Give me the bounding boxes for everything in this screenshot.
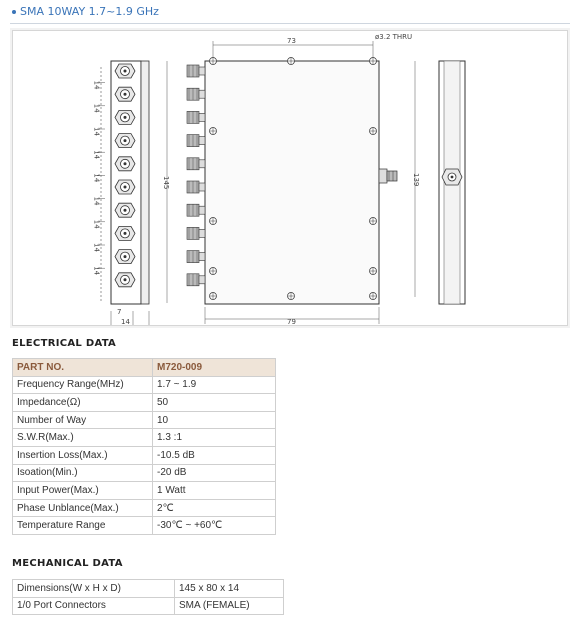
table-row — [13, 376, 276, 394]
front-connector — [187, 204, 205, 216]
table-row — [13, 499, 276, 517]
mount-hole — [370, 58, 377, 65]
title-divider — [10, 23, 570, 24]
mechanical-heading: MECHANICAL DATA — [12, 558, 123, 569]
side-connector — [115, 110, 135, 124]
table-row — [13, 482, 276, 500]
side-connector — [115, 273, 135, 287]
pitch-dim: 14 — [92, 150, 101, 160]
table-row — [13, 446, 276, 464]
front-connector — [187, 227, 205, 239]
row-value: 145 x 80 x 14 — [175, 580, 284, 598]
hole-dim: ø3.2 THRU — [375, 33, 413, 41]
row-label: Dimensions(W x H x D) — [13, 580, 175, 598]
row-value: -20 dB — [153, 464, 276, 482]
side-connector — [115, 203, 135, 217]
table-row — [13, 394, 276, 412]
pitch-dim: 14 — [92, 266, 101, 276]
mount-hole — [370, 128, 377, 135]
row-value: 1.7 ~ 1.9 — [153, 376, 276, 394]
front-view — [162, 33, 420, 325]
row-value: 1 Watt — [153, 482, 276, 500]
row-value: 2℃ — [153, 499, 276, 517]
pitch-dim: 14 — [92, 127, 101, 136]
front-connector — [187, 158, 205, 170]
electrical-table — [12, 358, 276, 535]
mount-hole — [370, 268, 377, 275]
mount-hole — [210, 268, 217, 275]
row-label: Number of Way — [13, 411, 153, 429]
row-value: 50 — [153, 394, 276, 412]
page-title — [12, 5, 159, 18]
front-connector — [187, 135, 205, 147]
page-title-text: SMA 10WAY 1.7~1.9 GHz — [20, 5, 159, 18]
bullet-icon — [12, 10, 16, 14]
part-no-value: M720-009 — [153, 359, 276, 377]
mount-hole — [210, 293, 217, 300]
side-connector — [115, 250, 135, 264]
row-value: -30℃ ~ +60℃ — [153, 517, 276, 535]
pitch-dim: 14 — [92, 196, 101, 206]
drawing-svg — [13, 31, 567, 325]
mount-hole — [210, 58, 217, 65]
row-label: Phase Unblance(Max.) — [13, 499, 153, 517]
row-label: Impedance(Ω) — [13, 394, 153, 412]
mount-hole — [288, 58, 295, 65]
part-no-label: PART NO. — [13, 359, 153, 377]
mount-hole — [210, 218, 217, 225]
side-connector — [115, 157, 135, 171]
top-width-dim: 73 — [287, 37, 296, 45]
left-height-dim: 145 — [162, 176, 170, 190]
front-connector — [187, 181, 205, 193]
right-side-view — [439, 61, 465, 304]
table-header-row — [13, 359, 276, 377]
pitch-dim: 14 — [92, 80, 101, 90]
pitch-dim: 14 — [92, 219, 101, 229]
side-small-dim: 7 — [117, 308, 122, 316]
table-row — [13, 411, 276, 429]
bottom-width-dim: 79 — [287, 318, 296, 325]
side-connector — [115, 226, 135, 240]
front-connector — [187, 88, 205, 100]
side-width-dim: 14 — [121, 318, 130, 325]
pitch-dimensions — [93, 81, 105, 276]
row-label: S.W.R(Max.) — [13, 429, 153, 447]
side-connector — [115, 64, 135, 78]
row-value: 1.3 :1 — [153, 429, 276, 447]
side-connector — [115, 134, 135, 148]
mount-hole — [370, 218, 377, 225]
row-label: Temperature Range — [13, 517, 153, 535]
table-row — [13, 580, 284, 598]
front-connector — [187, 251, 205, 263]
row-value: 10 — [153, 411, 276, 429]
table-row — [13, 597, 284, 615]
mount-hole — [210, 128, 217, 135]
table-row — [13, 464, 276, 482]
front-connector — [187, 111, 205, 123]
side-connector — [115, 180, 135, 194]
mechanical-drawing — [12, 30, 568, 326]
pitch-dim: 14 — [92, 173, 101, 183]
row-value: -10.5 dB — [153, 446, 276, 464]
row-label: Isoation(Min.) — [13, 464, 153, 482]
row-label: 1/0 Port Connectors — [13, 597, 175, 615]
output-connectors — [187, 65, 205, 286]
electrical-heading: ELECTRICAL DATA — [12, 338, 117, 349]
table-row — [13, 429, 276, 447]
pitch-dim: 14 — [92, 243, 101, 252]
row-label: Input Power(Max.) — [13, 482, 153, 500]
pitch-dim: 14 — [92, 103, 101, 113]
left-side-view — [93, 61, 149, 325]
mechanical-table — [12, 579, 284, 615]
front-connector — [187, 274, 205, 286]
side-connector — [115, 87, 135, 101]
row-value: SMA (FEMALE) — [175, 597, 284, 615]
row-label: Insertion Loss(Max.) — [13, 446, 153, 464]
right-height-dim: 139 — [412, 173, 420, 187]
front-connector — [187, 65, 205, 77]
table-row — [13, 517, 276, 535]
mount-hole — [370, 293, 377, 300]
row-label: Frequency Range(MHz) — [13, 376, 153, 394]
mount-hole — [288, 293, 295, 300]
